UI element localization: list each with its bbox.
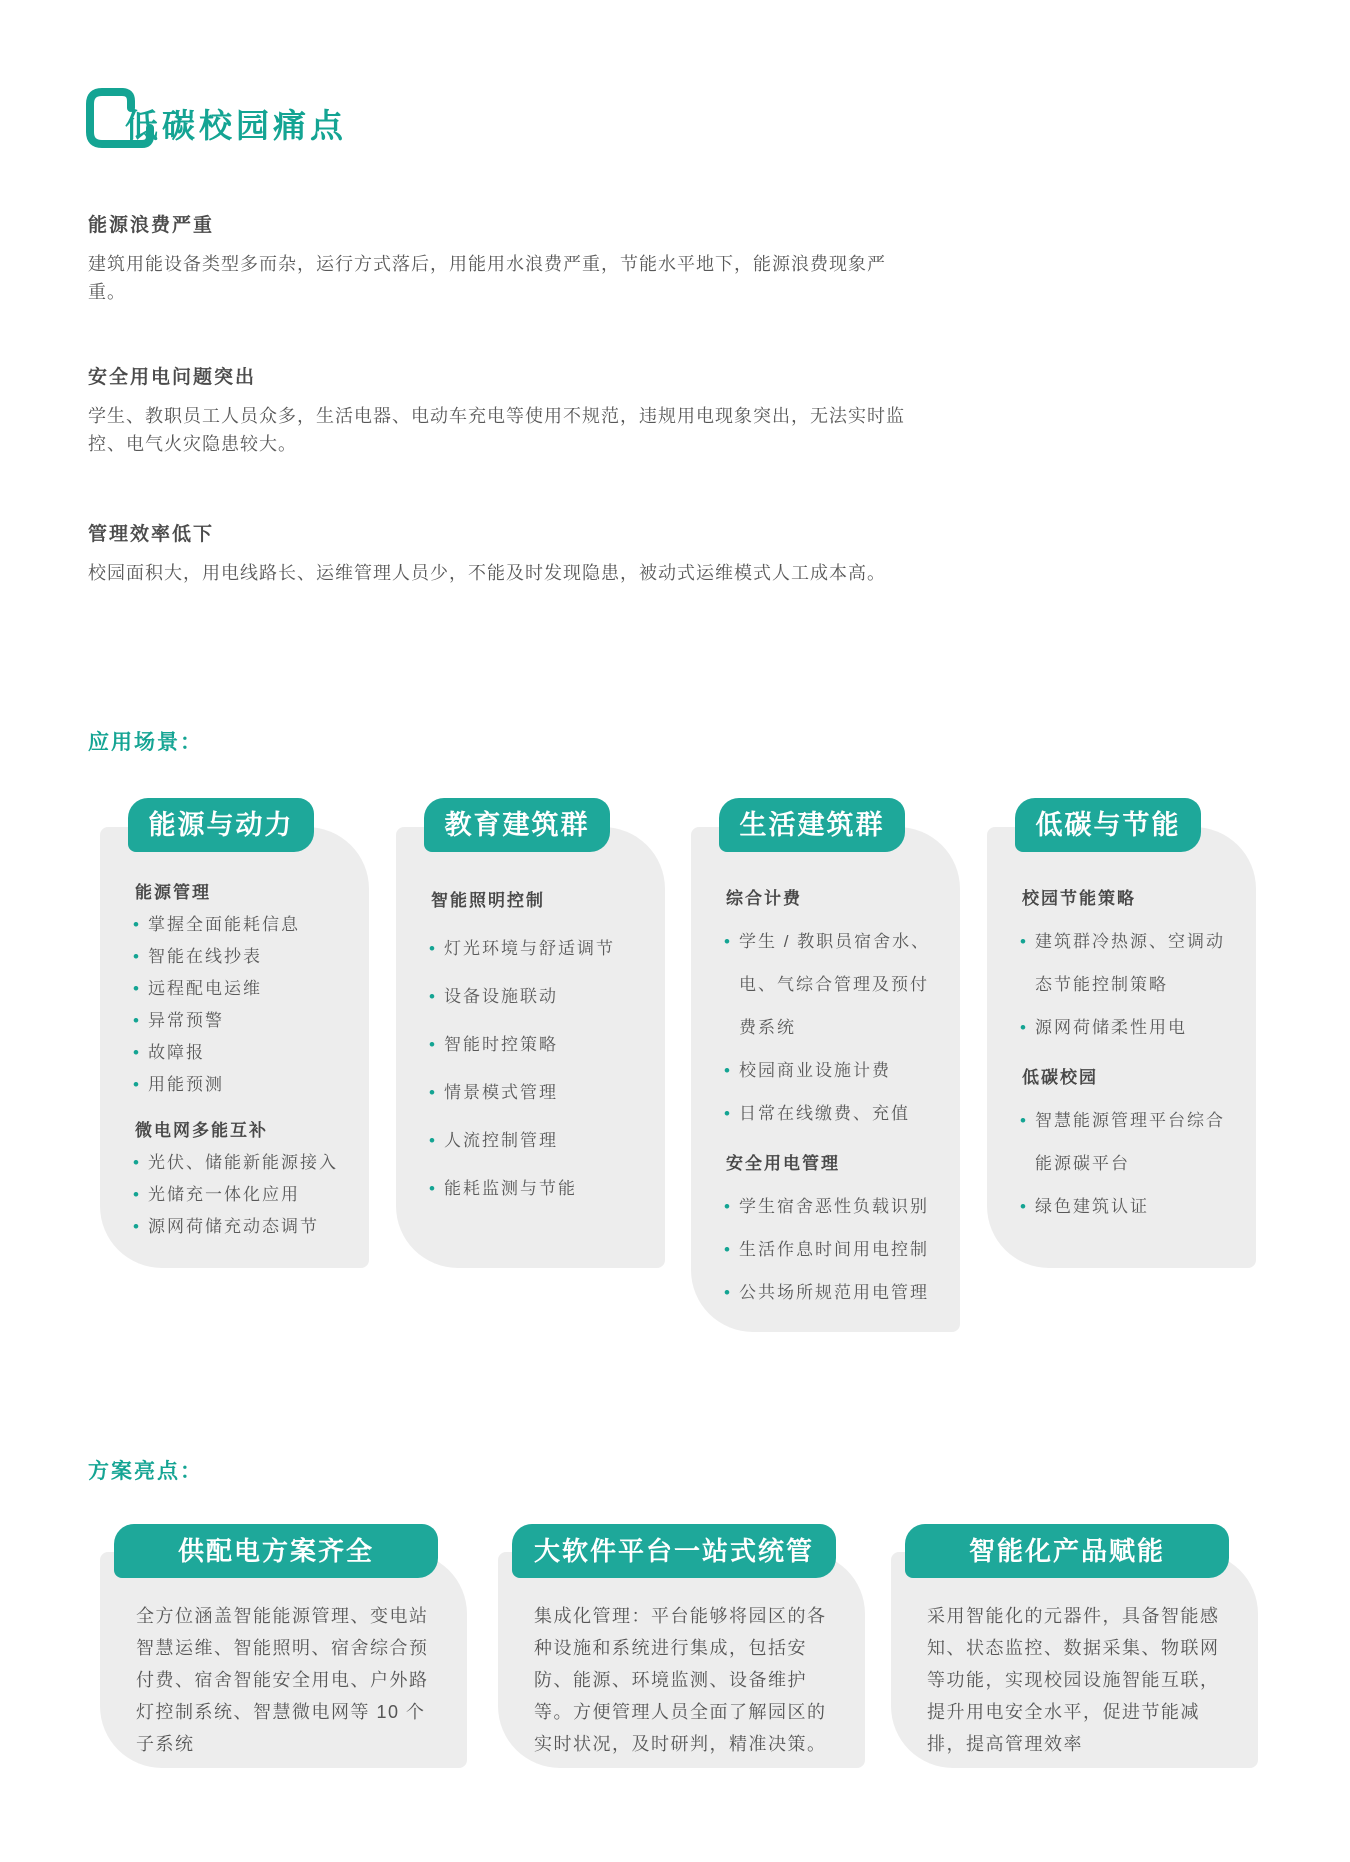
bullet-icon: • [429, 987, 437, 1006]
card-bullet-text: 光伏、储能新能源接入 [148, 1153, 338, 1172]
highlight-card [498, 1536, 865, 1768]
bullet-icon: • [429, 1179, 437, 1198]
card-bullet-text: 智能时控策略 [444, 1035, 558, 1054]
card-bullet-text: 智慧能源管理平台综合能源碳平台 [1035, 1111, 1225, 1173]
card-bullet [1022, 1185, 1231, 1228]
card-bullet [431, 925, 640, 973]
card-bullet-text: 远程配电运维 [148, 979, 262, 998]
bullet-icon: • [133, 1075, 141, 1094]
pain-point-body: 校园面积大，用电线路长、运维管理人员少，不能及时发现隐患，被动式运维模式人工成本高。 [88, 563, 886, 583]
card-bullet-text: 异常预警 [148, 1011, 224, 1030]
scenario-card-title: 低碳与节能 [1015, 798, 1201, 852]
card-bullet [726, 1092, 935, 1135]
pain-point-body: 学生、教职员工人员众多，生活电器、电动车充电等使用不规范，违规用电现象突出，无法实时监控、电气火灾隐患较大。 [88, 406, 905, 454]
card-bullet-text: 生活作息时间用电控制 [739, 1240, 929, 1259]
scenario-card-body [396, 827, 665, 1213]
scenario-card-body [691, 827, 960, 1314]
card-bullet-text: 公共场所规范用电管理 [739, 1283, 929, 1302]
scenarios-label: 应用场景： [88, 731, 203, 754]
highlight-card-title: 供配电方案齐全 [114, 1524, 438, 1578]
card-bullet [431, 973, 640, 1021]
scenario-card [396, 810, 665, 1268]
card-bullet-text: 掌握全面能耗信息 [148, 915, 300, 934]
card-bullet [1022, 1099, 1231, 1185]
bullet-icon: • [429, 1083, 437, 1102]
card-bullet [726, 1228, 935, 1271]
bullet-icon: • [133, 1011, 141, 1030]
card-bullet-text: 能耗监测与节能 [444, 1179, 577, 1198]
bullet-icon: • [133, 1153, 141, 1172]
card-bullet [135, 1069, 344, 1101]
card-subheading: 低碳校园 [1022, 1068, 1098, 1087]
bullet-icon: • [724, 1283, 732, 1302]
bullet-icon: • [133, 1185, 141, 1204]
card-bullet-text: 建筑群冷热源、空调动态节能控制策略 [1035, 932, 1225, 994]
pain-point-block [88, 212, 908, 306]
page-title: 低碳校园痛点 [125, 107, 347, 144]
pain-point-heading: 能源浪费严重 [88, 215, 215, 236]
bullet-icon: • [1020, 1111, 1028, 1130]
card-subheading: 能源管理 [135, 883, 211, 902]
card-bullet-text: 校园商业设施计费 [739, 1061, 891, 1080]
highlight-card-body: 全方位涵盖智能能源管理、变电站智慧运维、智能照明、宿舍综合预付费、宿舍智能安全用电、户外路灯控制系统、智慧微电网等 10 个子系统 [136, 1606, 429, 1754]
card-bullet [135, 941, 344, 973]
pain-point-heading: 管理效率低下 [88, 524, 215, 545]
scenario-card-title: 教育建筑群 [424, 798, 610, 852]
bullet-icon: • [724, 1240, 732, 1259]
card-bullet [135, 1211, 344, 1243]
card-bullet [1022, 1006, 1231, 1049]
card-bullet-text: 绿色建筑认证 [1035, 1197, 1149, 1216]
bullet-icon: • [1020, 932, 1028, 951]
card-bullet-text: 情景模式管理 [444, 1083, 558, 1102]
bullet-icon: • [133, 1217, 141, 1236]
scenario-card [100, 810, 369, 1268]
card-bullet-text: 学生 / 教职员宿舍水、电、气综合管理及预付费系统 [739, 932, 931, 1037]
bullet-icon: • [133, 915, 141, 934]
card-bullet [135, 909, 344, 941]
bullet-icon: • [724, 1104, 732, 1123]
highlight-card-body: 采用智能化的元器件，具备智能感知、状态监控、数据采集、物联网等功能，实现校园设施智能互联，提升用电安全水平，促进节能减排，提高管理效率 [927, 1606, 1220, 1754]
bullet-icon: • [429, 1131, 437, 1150]
card-subheading: 微电网多能互补 [135, 1121, 268, 1140]
card-bullet-text: 智能在线抄表 [148, 947, 262, 966]
card-bullet [726, 1185, 935, 1228]
card-bullet-text: 日常在线缴费、充值 [739, 1104, 910, 1123]
pain-point-block [88, 364, 908, 458]
bullet-icon: • [1020, 1018, 1028, 1037]
card-bullet [431, 1021, 640, 1069]
scenario-card-body [987, 827, 1256, 1228]
bullet-icon: • [724, 1197, 732, 1216]
bullet-icon: • [429, 1035, 437, 1054]
scenario-card [987, 810, 1256, 1268]
scenario-card [691, 810, 960, 1332]
card-bullet-text: 故障报 [148, 1043, 205, 1062]
card-bullet-text: 源网荷储柔性用电 [1035, 1018, 1187, 1037]
card-bullet [135, 1179, 344, 1211]
card-bullet [431, 1069, 640, 1117]
card-bullet [431, 1165, 640, 1213]
pain-point-heading: 安全用电问题突出 [88, 367, 257, 388]
card-bullet-text: 设备设施联动 [444, 987, 558, 1006]
bullet-icon: • [133, 947, 141, 966]
card-subheading: 智能照明控制 [431, 891, 545, 910]
pain-point-block [88, 521, 908, 587]
card-bullet [135, 1147, 344, 1179]
card-bullet [726, 1049, 935, 1092]
bullet-icon: • [724, 1061, 732, 1080]
bullet-icon: • [1020, 1197, 1028, 1216]
highlights-label: 方案亮点： [88, 1460, 203, 1483]
scenario-card-body [100, 827, 369, 1243]
scenario-card-title: 能源与动力 [128, 798, 314, 852]
card-subheading: 综合计费 [726, 889, 802, 908]
pain-point-body: 建筑用能设备类型多而杂，运行方式落后，用能用水浪费严重，节能水平地下，能源浪费现象严重。 [88, 254, 886, 302]
bullet-icon: • [133, 979, 141, 998]
card-subheading: 安全用电管理 [726, 1154, 840, 1173]
scenario-card-title: 生活建筑群 [719, 798, 905, 852]
bullet-icon: • [133, 1043, 141, 1062]
highlight-card-title: 大软件平台一站式统管 [512, 1524, 836, 1578]
card-bullet [135, 1005, 344, 1037]
card-bullet [1022, 920, 1231, 1006]
bullet-icon: • [724, 932, 732, 951]
card-subheading: 校园节能策略 [1022, 889, 1136, 908]
card-bullet [431, 1117, 640, 1165]
card-bullet-text: 光储充一体化应用 [148, 1185, 300, 1204]
card-bullet-text: 学生宿舍恶性负载识别 [739, 1197, 929, 1216]
card-bullet-text: 灯光环境与舒适调节 [444, 939, 615, 958]
card-bullet-text: 人流控制管理 [444, 1131, 558, 1150]
bullet-icon: • [429, 939, 437, 958]
card-bullet [726, 920, 935, 1049]
card-bullet [135, 973, 344, 1005]
highlight-card [891, 1536, 1258, 1768]
card-bullet-text: 用能预测 [148, 1075, 224, 1094]
highlight-card [100, 1536, 467, 1768]
highlight-card-body: 集成化管理：平台能够将园区的各种设施和系统进行集成，包括安防、能源、环境监测、设备维护等。方便管理人员全面了解园区的实时状况，及时研判，精准决策。 [534, 1606, 827, 1754]
card-bullet-text: 源网荷储充动态调节 [148, 1217, 319, 1236]
card-bullet [726, 1271, 935, 1314]
card-bullet [135, 1037, 344, 1069]
highlight-card-title: 智能化产品赋能 [905, 1524, 1229, 1578]
